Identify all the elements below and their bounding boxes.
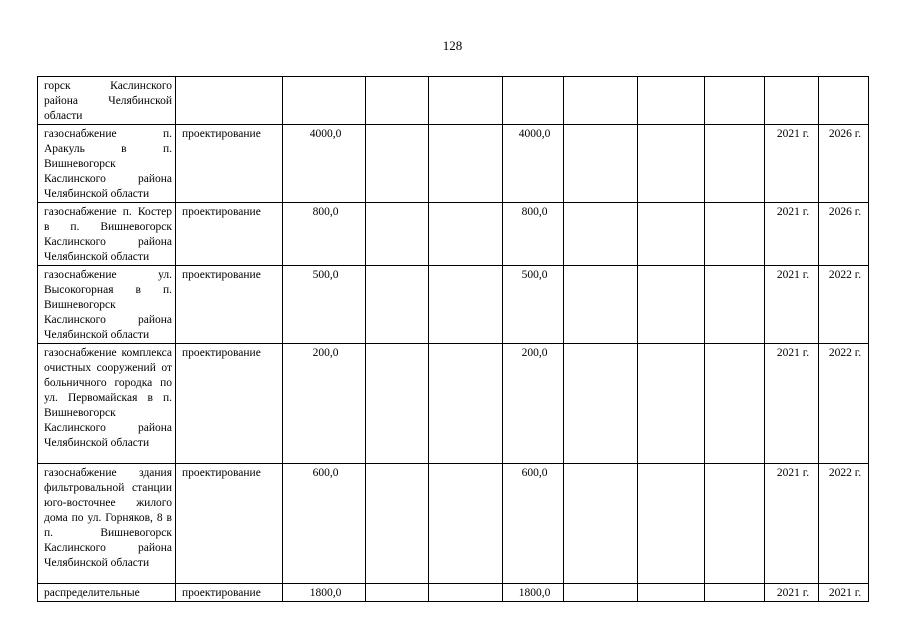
amount-cell [705, 125, 765, 203]
end-year-cell: 2021 г. [819, 584, 869, 602]
object-name-cell: газоснабжение ул. Высокогорная в п. Вишневогорск Каслинского района Челябинской области [38, 266, 176, 344]
amount-cell [366, 584, 429, 602]
amount-cell [366, 77, 429, 125]
amount-cell [638, 266, 705, 344]
table-row [38, 464, 869, 584]
amount-cell [429, 266, 503, 344]
amount-cell [564, 77, 638, 125]
start-year-cell: 2021 г. [765, 266, 819, 344]
work-type-cell: проектирование [176, 464, 283, 584]
start-year-cell: 2021 г. [765, 584, 819, 602]
amount-cell [429, 464, 503, 584]
table-row [38, 203, 869, 266]
table-row [38, 125, 869, 203]
table-row [38, 77, 869, 125]
table-row [38, 266, 869, 344]
end-year-cell: 2026 г. [819, 203, 869, 266]
start-year-cell: 2021 г. [765, 464, 819, 584]
amount-cell [564, 584, 638, 602]
table-row [38, 584, 869, 602]
amount-cell [638, 77, 705, 125]
amount-cell [366, 125, 429, 203]
work-type-cell: проектирование [176, 203, 283, 266]
end-year-cell: 2026 г. [819, 125, 869, 203]
amount-cell [638, 203, 705, 266]
work-type-cell: проектирование [176, 584, 283, 602]
amount-cell [429, 77, 503, 125]
amount-cell [705, 584, 765, 602]
work-type-cell: проектирование [176, 266, 283, 344]
amount-cell [366, 344, 429, 464]
end-year-cell: 2022 г. [819, 344, 869, 464]
total-amount-cell: 600,0 [283, 464, 366, 584]
object-name-cell: распределительные [38, 584, 176, 602]
total-amount-cell: 200,0 [283, 344, 366, 464]
amount-cell: 800,0 [503, 203, 564, 266]
start-year-cell [765, 77, 819, 125]
amount-cell [429, 125, 503, 203]
amount-cell [705, 203, 765, 266]
object-name-cell: горск Каслинского района Челябинской области [38, 77, 176, 125]
object-name-cell: газоснабжение здания фильтровальной станции юго-восточнее жилого дома по ул. Горняков, 8 в п. Вишневогорск Каслинского района Челябинской области [38, 464, 176, 584]
total-amount-cell: 1800,0 [283, 584, 366, 602]
amount-cell [705, 77, 765, 125]
amount-cell: 500,0 [503, 266, 564, 344]
amount-cell [638, 344, 705, 464]
amount-cell [429, 344, 503, 464]
amount-cell [564, 266, 638, 344]
end-year-cell [819, 77, 869, 125]
amount-cell [429, 203, 503, 266]
amount-cell [705, 266, 765, 344]
amount-cell [705, 344, 765, 464]
object-name-cell: газоснабжение комплекса очистных сооружений от больничного городка по ул. Первомайская в п. Вишневогорск Каслинского района Челябинской области [38, 344, 176, 464]
amount-cell: 200,0 [503, 344, 564, 464]
total-amount-cell: 500,0 [283, 266, 366, 344]
start-year-cell: 2021 г. [765, 125, 819, 203]
amount-cell [705, 464, 765, 584]
amount-cell [366, 266, 429, 344]
amount-cell [638, 125, 705, 203]
object-name-cell: газоснабжение п. Аракуль в п. Вишневогорск Каслинского района Челябинской области [38, 125, 176, 203]
table-row [38, 344, 869, 464]
work-type-cell: проектирование [176, 125, 283, 203]
amount-cell [366, 203, 429, 266]
amount-cell [638, 584, 705, 602]
amount-cell [564, 125, 638, 203]
amount-cell [564, 464, 638, 584]
construction-plan-table [37, 76, 869, 602]
end-year-cell: 2022 г. [819, 464, 869, 584]
amount-cell [366, 464, 429, 584]
amount-cell [564, 203, 638, 266]
total-amount-cell: 4000,0 [283, 125, 366, 203]
amount-cell [638, 464, 705, 584]
amount-cell [503, 77, 564, 125]
end-year-cell: 2022 г. [819, 266, 869, 344]
page-number: 128 [442, 38, 463, 53]
object-name-cell: газоснабжение п. Костер в п. Вишневогорск Каслинского района Челябинской области [38, 203, 176, 266]
table-body [38, 77, 869, 602]
total-amount-cell [283, 77, 366, 125]
amount-cell: 4000,0 [503, 125, 564, 203]
amount-cell [564, 344, 638, 464]
total-amount-cell: 800,0 [283, 203, 366, 266]
work-type-cell: проектирование [176, 344, 283, 464]
start-year-cell: 2021 г. [765, 203, 819, 266]
amount-cell [429, 584, 503, 602]
amount-cell: 1800,0 [503, 584, 564, 602]
work-type-cell [176, 77, 283, 125]
start-year-cell: 2021 г. [765, 344, 819, 464]
amount-cell: 600,0 [503, 464, 564, 584]
